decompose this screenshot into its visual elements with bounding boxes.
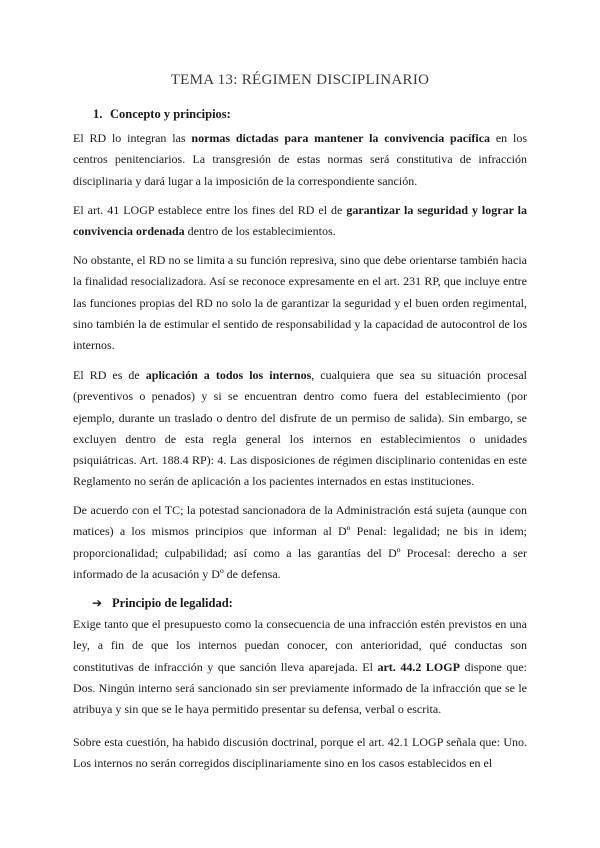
paragraph-1-bold: normas dictadas para mantener la convivencia pacífica — [191, 131, 491, 145]
paragraph-4-bold: aplicación a todos los internos — [145, 368, 312, 382]
paragraph-3 — [73, 250, 527, 356]
subsection-heading-legalidad — [92, 596, 233, 611]
section-number: 1. — [93, 107, 103, 121]
paragraph-2 — [73, 200, 527, 243]
paragraph-4-text-a: El RD es de — [73, 368, 146, 382]
paragraph-6-text-c: dispone que: Dos. Ningún interno será sancionado sin ser previamente informado de la infracción que se le atribuya y sin que se le haya permitido presentar su defensa, verbal o escrita. — [73, 659, 527, 717]
paragraph-2-bold: garantizar la seguridad y lograr la convivencia ordenada — [73, 203, 527, 239]
paragraph-6-text-a: Exige tanto que el presupuesto como la consecuencia de una infracción estén previstos en una ley, a fin de que los internos puedan conocer, con anterioridad, qué conductas son constitutivas de infracción y que sanción lleva aparejada. El — [73, 617, 527, 674]
paragraph-7 — [73, 732, 527, 775]
paragraph-4 — [73, 365, 527, 493]
paragraph-2-text-c: dentro de los establecimientos. — [184, 224, 336, 239]
paragraph-3-text: No obstante, el RD no se limita a su función represiva, sino que debe orientarse también hacia la finalidad resocializadora. Así se reconoce expresamente en el art. 231 RP, que incluye entre las funciones propias del RD no solo la de garantizar la seguridad y el buen orden regimental, sino también la de estimular el sentido de responsabilidad y la capacidad de autocontrol de los internos. — [73, 253, 527, 353]
document-title: TEMA 13: RÉGIMEN DISCIPLINARIO — [170, 72, 430, 88]
section-label: Concepto y principios: — [110, 107, 231, 121]
paragraph-1 — [73, 128, 527, 192]
paragraph-6 — [73, 614, 527, 720]
section-heading-concepto — [93, 107, 231, 122]
paragraph-1-text-c: en los centros penitenciarios. La transgresión de estas normas será constitutiva de infracción disciplinaria y dará lugar a la imposición de la correspondiente sanción. — [73, 131, 527, 188]
subsection-label: Principio de legalidad: — [112, 596, 233, 610]
paragraph-4-text-c: , cualquiera que sea su situación procesal (preventivos o penados) y si se encuentran dentro como fuera del establecimiento (por ejemplo, durante un traslado o dentro del disfrute de un permiso de salida). Sin embargo, se excluyen dentro de esta regla general los internos en establecimientos o unidades psiquiátricas. Art. 188.4 RP): 4. Las disposiciones de régimen disciplinario contenidas en este Reglamento no serán de aplicación a los pacientes internados en estas instituciones. — [73, 368, 528, 489]
arrow-right-icon: ➔ — [92, 596, 103, 610]
paragraph-6-bold: art. 44.2 LOGP — [377, 659, 460, 674]
paragraph-7-text: Sobre esta cuestión, ha habido discusión doctrinal, porque el art. 42.1 LOGP señala que: Uno. Los internos no serán corregidos disciplinariamente sino en los casos establecidos en el — [73, 735, 527, 771]
paragraph-1-text-a: El RD lo integran las — [73, 131, 192, 145]
paragraph-2-text-a: El art. 41 LOGP establece entre los fines del RD el de — [73, 203, 347, 217]
paragraph-5 — [73, 500, 527, 585]
paragraph-5-text: De acuerdo con el TC; la potestad sancionadora de la Administración está sujeta (aunque con matices) a los mismos principios que informan al Dº Penal: legalidad; ne bis in idem; proporcionalidad; culpabilidad; así como a las garantías del Dº Procesal: derecho a ser informado de la acusación y Dº de defensa. — [73, 503, 527, 581]
